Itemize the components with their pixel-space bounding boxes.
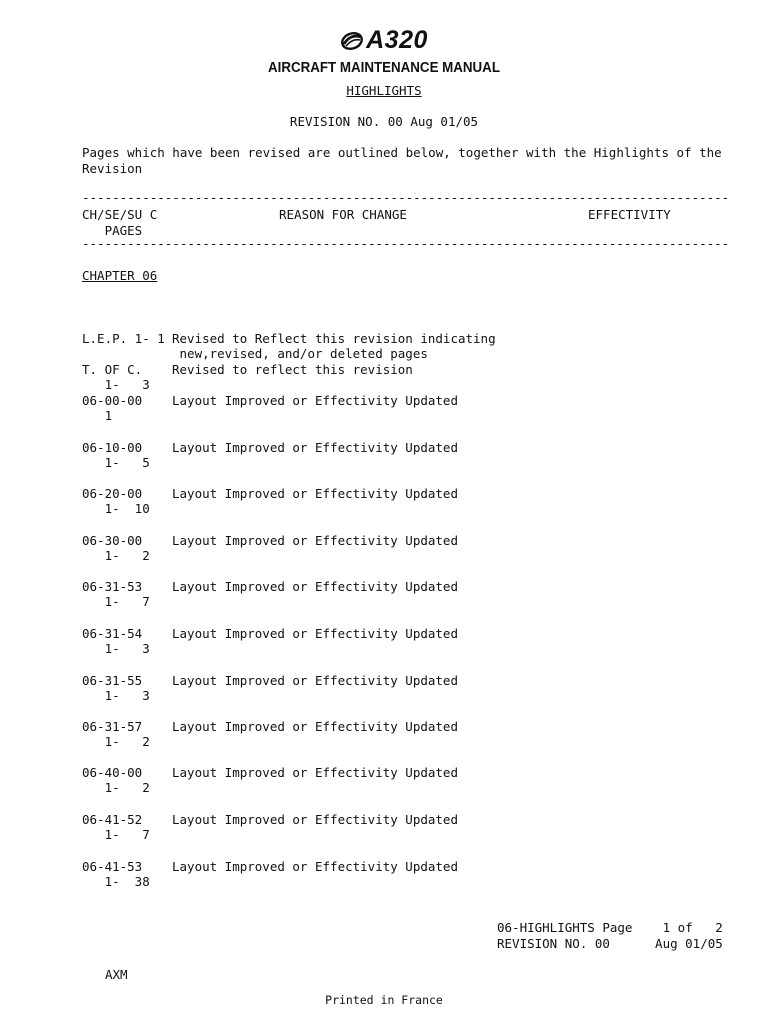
entry-reason: Layout Improved or Effectivity Updated [172,486,458,501]
printed-in-notice: Printed in France [325,993,443,1007]
entry-pages: 1- 10 [82,501,150,516]
entry-pages: 1- 2 [82,734,150,749]
entry-reason: Layout Improved or Effectivity Updated [172,812,458,827]
entry-pages: 1- 3 [82,688,150,703]
logo-text: A320 [366,26,428,54]
entry-pages: 1- 2 [82,548,150,563]
entry-reason: Revised to reflect this revision [172,362,413,377]
entry-reason: Layout Improved or Effectivity Updated [172,719,458,734]
entry-reason: Layout Improved or Effectivity Updated [172,673,458,688]
entry-reason: Layout Improved or Effectivity Updated [172,579,458,594]
entry-code: L.E.P. 1- 1 [82,331,165,346]
footer-code: AXM [105,967,128,982]
column-header-pages-line2: PAGES [82,222,143,238]
chapter-heading-text: CHAPTER 06 [82,268,158,283]
intro-line-1: Pages which have been revised are outlined below, together with the Highlights of the [82,145,722,160]
entry-reason: Layout Improved or Effectivity Updated [172,765,458,780]
section-title [0,83,768,99]
entry-reason: Layout Improved or Effectivity Updated [172,393,458,408]
entry-code: 06-10-00 [82,440,143,455]
entry-reason: Layout Improved or Effectivity Updated [172,859,458,874]
footer-revision: REVISION NO. 00 Aug 01/05 [497,936,723,951]
column-header-pages-line1: CH/SE/SU C [82,207,158,222]
manual-title: AIRCRAFT MAINTENANCE MANUAL [268,60,500,76]
entry-pages: 1- 38 [82,874,150,889]
chapter-heading [82,268,157,284]
column-header-reason: REASON FOR CHANGE [279,207,407,222]
entry-code: 06-00-00 [82,393,143,408]
column-header-pages [82,207,157,238]
entry-pages: 1- 7 [82,594,150,609]
entry-pages: 1- 3 [82,641,150,656]
entry-reason: Layout Improved or Effectivity Updated [172,626,458,641]
entry-code: 06-31-55 [82,673,143,688]
entry-reason-continued: new,revised, and/or deleted pages [172,346,428,361]
intro-text [82,145,722,176]
entry-code: 06-41-53 [82,859,143,874]
entry-code: 06-41-52 [82,812,143,827]
logo [0,26,768,56]
footer-page-number: 06-HIGHLIGHTS Page 1 of 2 [497,920,723,935]
divider-rule-top: -------------------------------------------------------------------------------------- [82,190,730,205]
entry-pages: 1- 2 [82,780,150,795]
entry-code: 06-30-00 [82,533,143,548]
entry-code: 06-20-00 [82,486,143,501]
entry-reason: Layout Improved or Effectivity Updated [172,533,458,548]
entry-reason: Layout Improved or Effectivity Updated [172,440,458,455]
entry-pages: 1 [82,408,113,423]
revision-line: REVISION NO. 00 Aug 01/05 [289,114,479,129]
entry-code: T. OF C. [82,362,143,377]
column-header-effectivity: EFFECTIVITY [588,207,671,222]
entry-code: 06-31-54 [82,626,143,641]
entry-code: 06-40-00 [82,765,143,780]
divider-rule-bottom: -------------------------------------------------------------------------------------- [82,236,730,251]
intro-line-2: Revision [82,160,143,176]
entry-reason: Revised to Reflect this revision indicating [172,331,496,346]
airbus-swirl-icon [340,31,364,51]
section-title-text: HIGHLIGHTS [346,83,422,98]
entry-pages: 1- 3 [82,377,150,392]
entry-code: 06-31-57 [82,719,143,734]
entry-code: 06-31-53 [82,579,143,594]
entry-pages: 1- 7 [82,827,150,842]
entry-pages: 1- 5 [82,455,150,470]
